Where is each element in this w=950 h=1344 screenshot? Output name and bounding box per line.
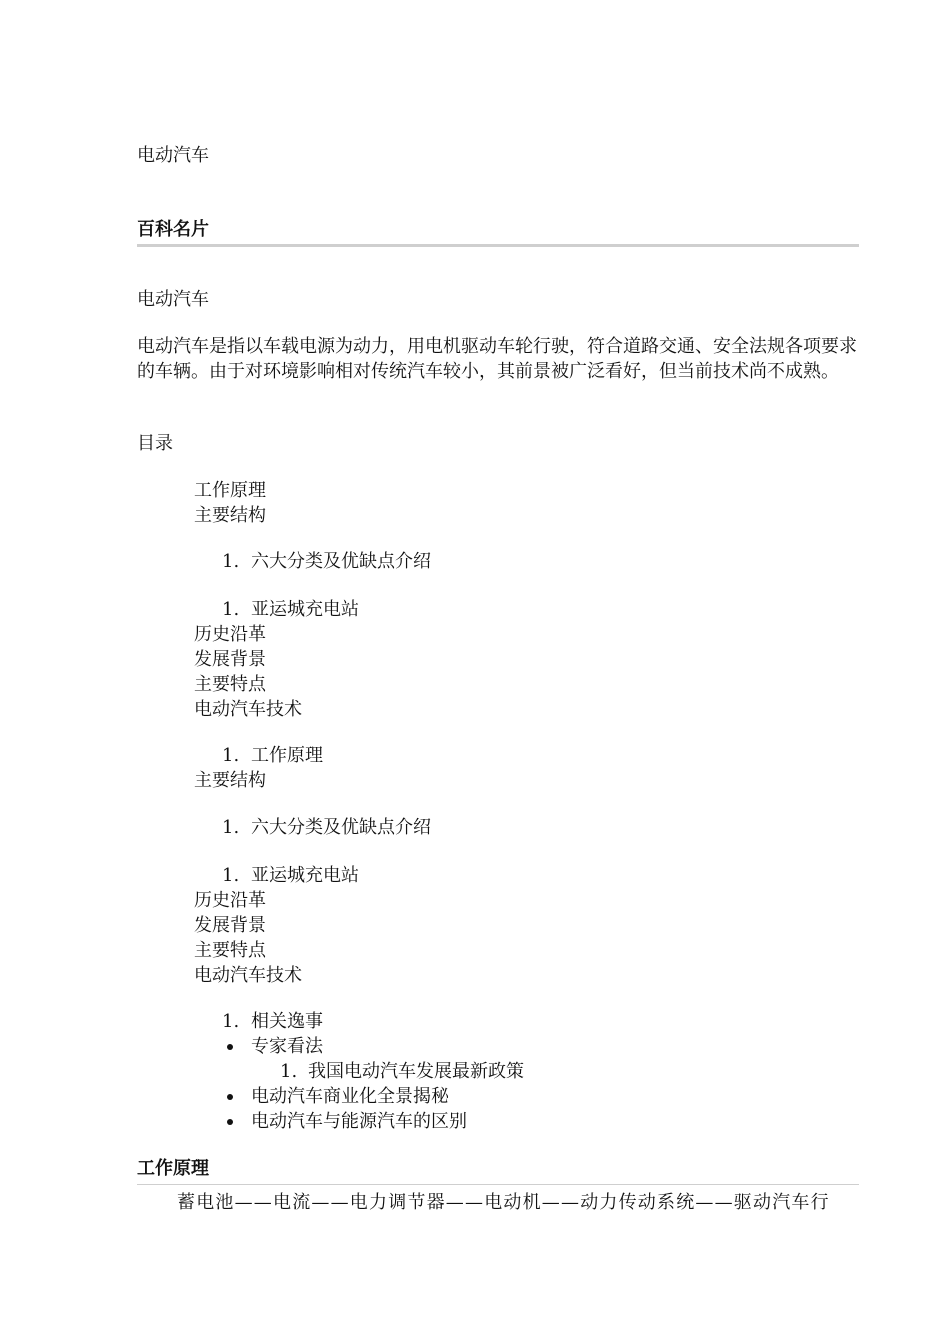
toc-link[interactable]: 亚运城充电站: [251, 599, 359, 620]
toc-link[interactable]: 主要结构: [194, 505, 266, 526]
toc-link[interactable]: 电动汽车技术: [194, 699, 302, 720]
toc-link[interactable]: 主要结构: [194, 770, 266, 791]
toc-link[interactable]: 历史沿革: [194, 624, 266, 645]
toc-link[interactable]: 我国电动汽车发展最新政策: [308, 1061, 524, 1082]
toc-link[interactable]: 历史沿革: [194, 890, 266, 911]
baike-term: 电动汽车: [137, 289, 209, 310]
section-heading-principle: 工作原理: [137, 1158, 209, 1179]
toc-number: 1.: [222, 745, 240, 766]
heading-divider: [137, 1184, 859, 1185]
toc-link[interactable]: 亚运城充电站: [251, 865, 359, 886]
principle-text: 蓄电池——电流——电力调节器——电动机——动力传动系统——驱动汽车行: [177, 1192, 830, 1213]
toc-link[interactable]: 六大分类及优缺点介绍: [251, 817, 431, 838]
toc-link[interactable]: 电动汽车技术: [194, 965, 302, 986]
toc-number: 1.: [222, 1011, 240, 1032]
toc-link[interactable]: 主要特点: [194, 674, 266, 695]
toc-link[interactable]: 工作原理: [251, 745, 323, 766]
bullet-icon: [227, 1044, 233, 1050]
toc-link[interactable]: 专家看法: [251, 1036, 323, 1057]
toc-link[interactable]: 电动汽车商业化全景揭秘: [251, 1086, 449, 1107]
toc-link[interactable]: 主要特点: [194, 940, 266, 961]
heading-divider: [137, 244, 859, 247]
toc-link[interactable]: 电动汽车与能源汽车的区别: [251, 1111, 467, 1132]
document-title: 电动汽车: [137, 145, 209, 166]
toc-number: 1.: [222, 551, 240, 572]
baike-description: 电动汽车是指以车载电源为动力，用电机驱动车轮行驶，符合道路交通、安全法规各项要求的车辆。由于对环境影响相对传统汽车较小，其前景被广泛看好，但当前技术尚不成熟。: [137, 336, 857, 382]
toc-label: 目录: [137, 433, 173, 454]
toc-link[interactable]: 相关逸事: [251, 1011, 323, 1032]
toc-link[interactable]: 发展背景: [194, 915, 266, 936]
toc-number: 1.: [280, 1061, 298, 1082]
toc-link[interactable]: 发展背景: [194, 649, 266, 670]
toc-number: 1.: [222, 599, 240, 620]
bullet-icon: [227, 1119, 233, 1125]
toc-number: 1.: [222, 865, 240, 886]
toc-number: 1.: [222, 817, 240, 838]
bullet-icon: [227, 1094, 233, 1100]
toc-link[interactable]: 工作原理: [194, 480, 266, 501]
section-heading-baike: 百科名片: [137, 219, 209, 240]
toc-link[interactable]: 六大分类及优缺点介绍: [251, 551, 431, 572]
